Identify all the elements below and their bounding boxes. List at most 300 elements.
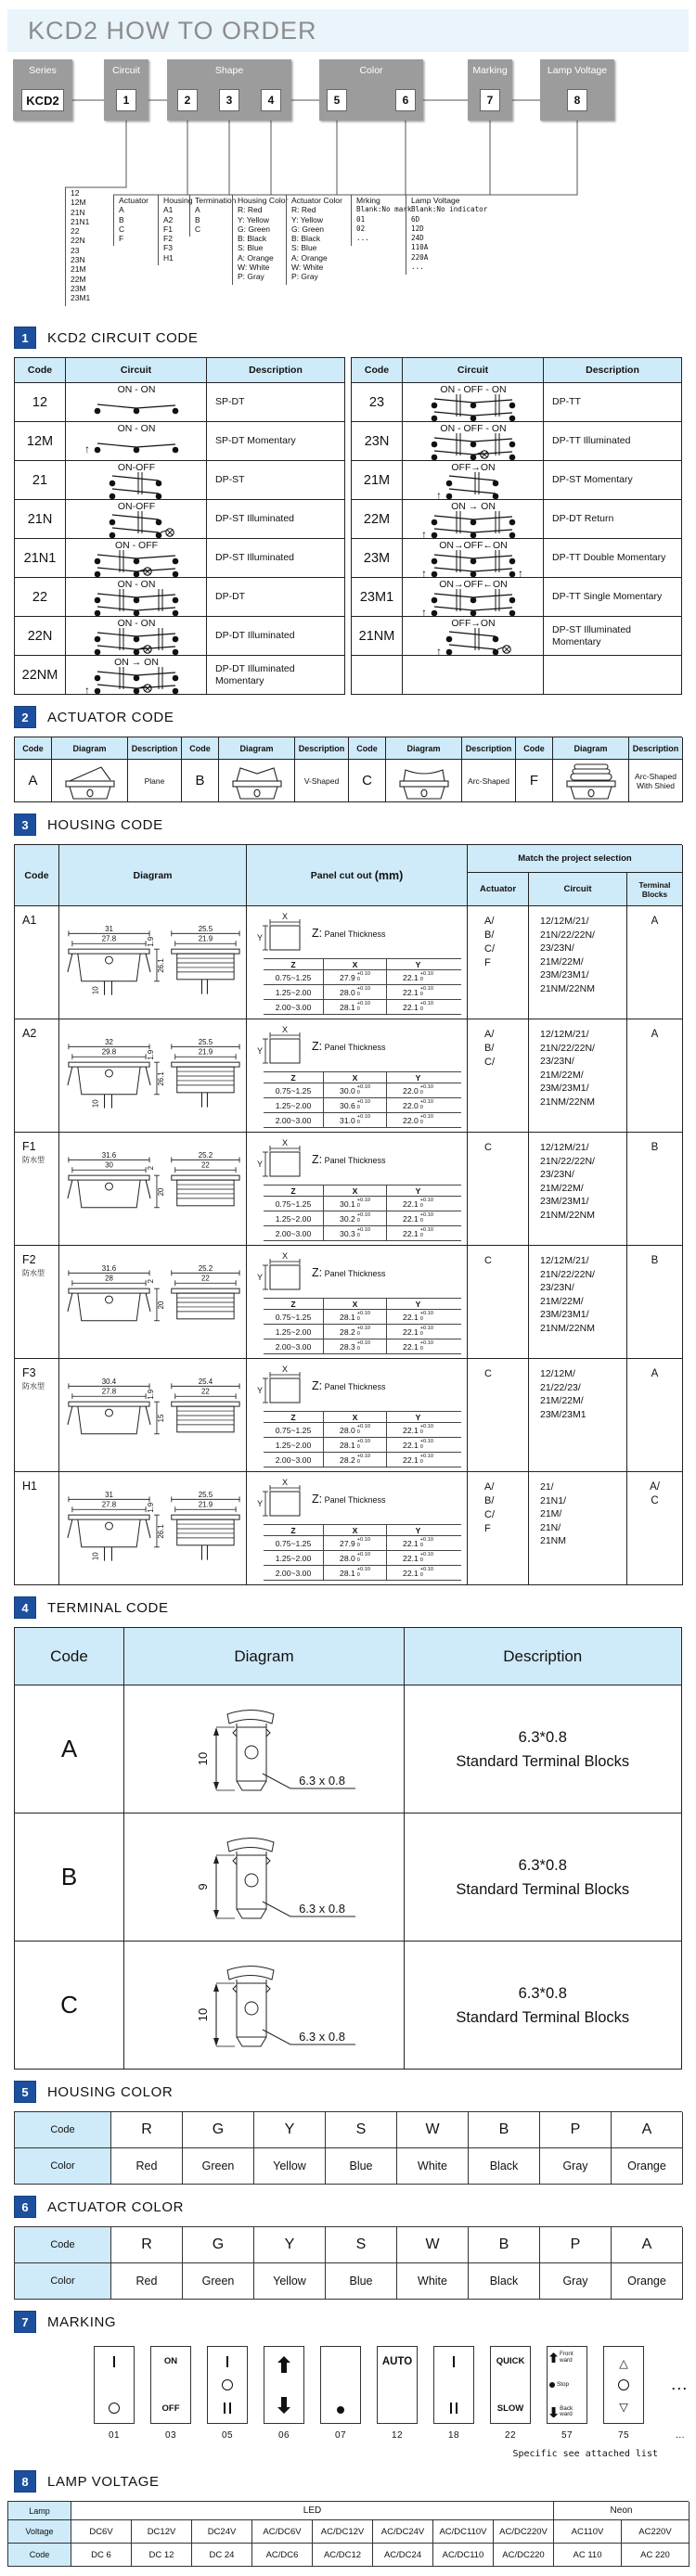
housing-terminal-cell: A/ C [627,1472,683,1585]
marking-note: Specific see attached list [512,2449,658,2459]
column-header: Code [182,737,219,760]
tolerance: +0.10 0 [356,1551,370,1563]
order-group-label: Color [359,65,383,76]
svg-text:OFF→ON: OFF→ON [450,617,496,629]
color-code-cell: B [469,2112,540,2148]
housing-code-cell [15,1019,59,1133]
section-number: 5 [14,2081,36,2103]
match-selection-header: Match the project selection [468,845,683,873]
svg-text:32: 32 [104,1037,113,1046]
marking-item [547,2346,587,2441]
cutout-table-row: 2.00~3.00 28.2 +0.10 0 22.1 +0.10 0 [264,1453,461,1467]
section-header-actuator-color [14,2196,682,2218]
cutout-table [264,1071,461,1128]
order-list-item: C [195,224,201,234]
circuit-code-cell: 21N1 [23,550,57,566]
column-header-code: Code [15,1628,124,1685]
color-code-cell: W [397,2227,469,2263]
column-header: Circuit [65,358,206,382]
cutout-table-row: 0.75~1.25 30.1 +0.10 0 22.1 +0.10 0 [264,1197,461,1211]
section-number: 1 [14,327,36,349]
circuit-description-cell: DP-DT Return [543,500,681,538]
column-header-diagram: Diagram [124,1628,405,1685]
order-list-item: 01 [356,214,366,224]
terminal-table-header [15,1628,682,1685]
marking-code: 05 [221,2430,234,2441]
order-list-item: F [119,234,124,244]
panel-thickness-label: Z: Panel Thickness [312,1153,386,1166]
svg-text:1.9: 1.9 [146,936,155,947]
tolerance: +0.10 0 [356,970,370,982]
cutout-table-row: 0.75~1.25 28.1 +0.10 0 22.1 +0.10 0 [264,1310,461,1325]
circuit-schematic [405,420,542,463]
housing-dimension-diagram [61,924,245,1002]
cutout-table-row: 0.75~1.25 30.0 +0.10 0 22.0 +0.10 0 [264,1083,461,1098]
tolerance: +0.10 0 [356,1083,370,1096]
circuit-code-cell: 23M1 [359,589,394,605]
row-label: Code [15,2112,111,2148]
circuit-code-cell [352,656,402,694]
circuit-diagram-cell [65,656,206,697]
terminal-row [15,1813,682,1942]
section-number: 8 [14,2470,36,2493]
section-title: HOUSING CODE [47,816,163,833]
order-diagram [0,52,696,315]
svg-text:↑: ↑ [435,644,442,658]
svg-text:Y: Y [257,1273,264,1282]
terminal-description-cell: 6.3*0.8 Standard Terminal Blocks [405,1685,682,1813]
circuit-schematic [405,459,542,502]
svg-text:↑: ↑ [517,566,523,580]
circuit-description-cell: DP-ST [206,461,344,499]
marking-glyph-dot [337,2406,344,2414]
terminal-diagram-cell [124,1813,405,1942]
svg-text:X: X [281,1478,289,1487]
cutout-table-row: 0.75~1.25 27.9 +0.10 0 22.1 +0.10 0 [264,1536,461,1551]
column-header-panel-cutout: Panel cut out (mm) [247,845,468,906]
order-list-item: B [195,214,200,224]
section-header-terminal-code [14,1596,682,1619]
svg-text:27.8: 27.8 [101,934,116,943]
circuit-description-cell: DP-ST Momentary [543,461,681,499]
housing-code-table [14,844,682,1585]
housing-actuator-cell: A/ B/ C/ F [468,1472,529,1585]
circuit-row [352,655,681,694]
marking-glyph-text: SLOW [496,2403,524,2414]
circuit-row [15,577,344,616]
actuator-diagram-cell [52,760,128,802]
svg-text:27.8: 27.8 [101,1500,116,1509]
panel-cutout-cell [247,1133,468,1246]
voltage-cell: AC/DC24V [373,2520,433,2544]
marking-code: 75 [617,2430,630,2441]
svg-text:X: X [281,1138,289,1147]
terminal-diagram-cell [124,1942,405,2070]
panel-thickness-label: Z: Panel Thickness [312,1493,386,1506]
order-group-marking [468,59,512,121]
circuit-schematic [68,498,205,541]
circuit-code-cell: 23M [363,550,391,566]
svg-text:ON - ON: ON - ON [117,383,155,395]
svg-text:21.9: 21.9 [198,1047,213,1057]
order-code-box: KCD2 [21,89,64,111]
marking-symbol-box [150,2346,191,2424]
terminal-row [15,1942,682,2070]
order-code-box: 2 [177,89,198,111]
circuit-diagram-cell [402,383,543,421]
circuit-description-cell: DP-DT Illuminated Momentary [206,656,344,694]
svg-text:ON→OFF←ON: ON→OFF←ON [438,578,508,590]
housing-circuit-cell: 12/12M/21/ 21N/22/22N/ 23/23N/ 21M/22M/ 23M/23M1/ 21NM/22NM [529,1246,627,1359]
svg-text:10: 10 [91,985,100,994]
svg-text:ON - OFF - ON: ON - OFF - ON [439,422,507,434]
tolerance: +0.10 0 [356,1566,370,1578]
circuit-code-cell: 23N [364,433,390,449]
circuit-description-cell: SP-DT Momentary [206,422,344,460]
circuit-row [15,616,344,655]
marking-glyph-double-bar [224,2403,230,2414]
order-list-item: 22 [71,226,80,237]
order-list-item: ... [356,234,369,243]
voltage-cell: AC110V [554,2520,622,2544]
panel-thickness-label: Z: Panel Thickness [312,927,386,940]
svg-text:ON - ON: ON - ON [117,422,155,434]
terminal-diagram-cell [124,1685,405,1813]
order-group-label: Series [29,65,57,76]
housing-row [15,1246,682,1359]
panel-cutout-icon [252,1024,310,1069]
housing-circuit-cell: 21/ 21N1/ 21M/ 21N/ 21NM [529,1472,627,1585]
lamp-code-cell: DC 12 [132,2544,192,2567]
terminal-description-cell: 6.3*0.8 Standard Terminal Blocks [405,1813,682,1942]
marking-glyph-text: OFF [161,2403,180,2414]
marking-item [264,2346,304,2441]
order-code-box: 5 [327,89,347,111]
section-number: 4 [14,1596,36,1619]
order-list-item: 02 [356,224,366,233]
circuit-schematic [405,498,542,541]
column-header: Description [462,737,516,760]
column-header: Code [15,737,52,760]
circuit-diagram-cell [65,578,206,616]
circuit-code-cell: 22 [32,589,48,605]
housing-dimension-diagram [61,1263,245,1341]
marking-item [320,2346,361,2441]
circuit-code-cell: 21M [363,472,391,488]
marking-symbol-box [490,2346,531,2424]
order-group-circuit [104,59,148,121]
tolerance: +0.10 0 [419,1000,433,1012]
order-list-item: A: Orange [238,252,274,263]
column-header: Description [128,737,182,760]
color-code-cell: R [111,2227,183,2263]
order-list-item: S: Blue [291,243,317,253]
order-list-item: A1 [163,205,174,215]
circuit-description-cell: DP-TT Illuminated [543,422,681,460]
color-name-cell: Blue [326,2148,397,2185]
column-header: Description [629,737,683,760]
tolerance: +0.10 0 [419,1566,433,1578]
marking-glyph-arrow-down [277,2397,290,2414]
housing-code: F3 [22,1366,36,1379]
order-list-item: 220A [411,252,429,262]
svg-text:X: X [281,1251,289,1261]
lamp-code-cell: DC 6 [71,2544,132,2567]
marking-code: 06 [277,2430,290,2441]
panel-cutout-icon [252,1250,310,1295]
color-name-cell: Gray [540,2263,612,2300]
cutout-table-row: 0.75~1.25 27.9 +0.10 0 22.1 +0.10 0 [264,970,461,985]
order-list-item: 110A [411,243,429,252]
cutout-table-row: 0.75~1.25 28.0 +0.10 0 22.1 +0.10 0 [264,1423,461,1438]
circuit-schematic [68,654,205,697]
column-header-actuator: Actuator [468,873,529,906]
column-header: Code [349,737,386,760]
cutout-table-row: 2.00~3.00 28.1 +0.10 0 22.1 +0.10 0 [264,1566,461,1581]
column-header-match [468,845,683,906]
circuit-row [352,616,681,658]
tolerance: +0.10 0 [356,1098,370,1110]
housing-row [15,1019,682,1133]
svg-text:30: 30 [104,1160,113,1170]
order-list-item: A: Orange [291,252,328,263]
color-name-cell: Orange [612,2148,683,2185]
cutout-table-row: 1.25~2.00 28.0 +0.10 0 22.1 +0.10 0 [264,1551,461,1566]
order-list-item: A [119,205,124,215]
housing-dimension-diagram [61,1377,245,1455]
cutout-table-header: Z X Y [264,1411,461,1423]
svg-text:26.1: 26.1 [156,957,165,973]
cutout-table-header: Z X Y [264,1524,461,1536]
marking-code: 22 [504,2430,517,2441]
column-header: Code [516,737,553,760]
order-code-box: 4 [261,89,281,111]
actuator-color-table [14,2226,682,2300]
housing-dimension-diagram [61,1490,245,1568]
housing-terminal-cell: B [627,1246,683,1359]
circuit-diagram-cell [402,578,543,619]
color-name-row [15,2148,682,2185]
marking-item [94,2346,135,2441]
housing-terminal-cell: B [627,1133,683,1246]
tolerance: +0.10 0 [356,1197,370,1209]
color-code-row [15,2112,682,2148]
circuit-diagram-cell [402,461,543,502]
circuit-table-header [352,358,681,382]
lamp-code-cell: AC/DC220 [494,2544,554,2567]
cutout-table [264,1185,461,1241]
lamp-type-led: LED [71,2502,554,2520]
actuator-rocker-diagram [392,761,457,801]
voltage-cell: DC12V [132,2520,192,2544]
order-list-item: W: White [291,263,324,273]
order-list-item: 21N1 [71,216,90,226]
housing-terminal-cell: A [627,1359,683,1472]
section-number: 3 [14,814,36,836]
cutout-table-row: 2.00~3.00 28.1 +0.10 0 22.1 +0.10 0 [264,1000,461,1015]
tolerance: +0.10 0 [356,1211,370,1224]
svg-text:25.5: 25.5 [198,924,213,933]
tolerance: +0.10 0 [419,1310,433,1322]
cutout-table-header: Z X Y [264,1298,461,1310]
circuit-description-cell: DP-DT [206,578,344,616]
color-name-cell: Red [111,2263,183,2300]
actuator-diagram-cell [553,760,629,802]
order-list-item: A [195,205,200,215]
marking-glyph-circle [618,2379,629,2390]
housing-diagram-cell [59,1472,247,1585]
circuit-diagram-cell [65,461,206,499]
color-code-cell: P [540,2112,612,2148]
housing-circuit-cell: 12/12M/21/ 21N/22/22N/ 23/23N/ 21M/22M/ 23M/23M1/ 21NM/22NM [529,906,627,1019]
order-list-item: 21M [71,264,86,275]
order-list-item: P: Gray [238,272,264,282]
cutout-table-row: 1.25~2.00 28.2 +0.10 0 22.1 +0.10 0 [264,1325,461,1339]
housing-dimension-diagram [61,1037,245,1115]
circuit-description-cell [543,656,681,694]
svg-text:Y: Y [257,933,264,942]
housing-terminal-cell: A [627,906,683,1019]
cutout-table-row: 1.25~2.00 28.1 +0.10 0 22.1 +0.10 0 [264,1438,461,1453]
svg-text:10: 10 [195,1751,210,1765]
marking-direction-row: Stop [549,2382,585,2389]
lamp-type-row [8,2502,689,2520]
column-header: Description [543,358,681,382]
lamp-code-cell: AC 220 [622,2544,690,2567]
order-list-item: Y: Yellow [291,214,324,224]
circuit-row [352,460,681,502]
marking-symbol-box [264,2346,304,2424]
order-list-item: B: Black [291,234,321,244]
marking-ellipsis-code: ... [676,2430,685,2441]
tolerance: +0.10 0 [356,1536,370,1548]
voltage-cell: AC/DC110V [433,2520,494,2544]
marking-glyph-circle [109,2403,120,2414]
svg-text:25.2: 25.2 [198,1150,213,1160]
housing-row [15,1133,682,1246]
section-title: HOUSING COLOR [47,2083,174,2100]
panel-cutout-cell [247,1359,468,1472]
section-header-actuator-code [14,706,682,728]
circuit-row [352,382,681,421]
content [14,327,690,2567]
svg-text:Y: Y [257,1046,264,1056]
svg-text:10: 10 [195,2007,210,2021]
column-header-code: Code [15,845,59,906]
circuit-diagram-cell [65,539,206,577]
svg-text:↑: ↑ [420,566,427,580]
svg-text:31.6: 31.6 [101,1150,116,1160]
page-title: KCD2 HOW TO ORDER [28,16,317,45]
panel-thickness-label: Z: Panel Thickness [312,1040,386,1053]
column-header-circuit: Circuit [529,873,627,906]
actuator-rocker-diagram [58,761,122,801]
housing-table-header [15,845,682,906]
svg-text:25.4: 25.4 [198,1377,213,1386]
order-list-item: R: Red [291,205,316,215]
cutout-table-header: Z X Y [264,958,461,970]
lamp-code-cell: DC 24 [192,2544,252,2567]
order-group-shape [167,59,291,121]
tolerance: +0.10 0 [356,1325,370,1337]
marking-symbol-box [94,2346,135,2424]
circuit-row [352,421,681,460]
order-list-title: Mrking [356,196,380,205]
housing-color-table [14,2111,682,2185]
actuator-description-cell: V-Shaped [295,760,349,802]
housing-circuit-cell: 12/12M/21/ 21N/22/22N/ 23/23N/ 21M/22M/ 23M/23M1/ 21NM/22NM [529,1133,627,1246]
page-banner [7,9,689,52]
svg-text:2: 2 [146,1165,155,1170]
marking-glyph-text: AUTO [381,2356,413,2367]
housing-code-cell [15,1472,59,1585]
svg-text:ON-OFF: ON-OFF [117,500,155,512]
svg-text:31: 31 [104,1490,113,1499]
svg-text:22: 22 [200,1274,210,1283]
housing-code: F1 [22,1140,36,1153]
svg-text:22: 22 [200,1387,210,1396]
lamp-code-cell: AC/DC12 [313,2544,373,2567]
section-title: KCD2 CIRCUIT CODE [47,329,199,346]
actuator-description-cell: Arc-Shaped [462,760,516,802]
svg-text:20: 20 [156,1301,165,1309]
column-header: Code [27,365,53,376]
actuator-code-cell: F [516,760,553,802]
circuit-code-cell: 12M [26,433,54,449]
circuit-row [15,460,344,499]
marking-direction-row: Back ward [549,2406,585,2418]
housing-table-body [15,906,682,1585]
tolerance: +0.10 0 [419,1423,433,1435]
terminal-blade-diagram [162,1829,367,1926]
circuit-code-cell: 22NM [21,667,58,683]
order-list-title: Actuator Color [291,196,342,205]
section-title: MARKING [47,2313,117,2330]
housing-code: A1 [22,914,37,927]
svg-text:21.9: 21.9 [198,1500,213,1509]
marking-glyph-bar [113,2356,115,2367]
order-group-label: Circuit [112,65,140,76]
circuit-code-cell: 12 [32,394,48,410]
housing-actuator-cell: A/ B/ C/ F [468,906,529,1019]
svg-text:30.4: 30.4 [101,1377,116,1386]
circuit-diagram-cell [65,383,206,421]
svg-text:10: 10 [91,1551,100,1560]
order-option-list [113,195,152,246]
tolerance: +0.10 0 [419,1438,433,1450]
order-group-series [13,59,72,121]
actuator-diagram-cell [219,760,295,802]
cutout-table-header: Z X Y [264,1185,461,1197]
cutout-table [264,1524,461,1581]
color-name-cell: White [397,2148,469,2185]
cutout-table-header: Z X Y [264,1071,461,1083]
voltage-cell: AC/DC220V [494,2520,554,2544]
circuit-row [352,577,681,619]
svg-text:21.9: 21.9 [198,934,213,943]
color-name-cell: Gray [540,2148,612,2185]
tolerance: +0.10 0 [419,970,433,982]
color-code-cell: G [183,2112,254,2148]
circuit-schematic [68,576,205,619]
order-list-title: Actuator [119,196,149,205]
housing-diagram-cell [59,1359,247,1472]
circuit-diagram-cell [402,617,543,658]
color-name-cell: Blue [326,2263,397,2300]
svg-text:6.3 x 0.8: 6.3 x 0.8 [298,1901,345,1916]
order-list-item: B: Black [238,234,267,244]
lamp-code-cell: AC/DC24 [373,2544,433,2567]
